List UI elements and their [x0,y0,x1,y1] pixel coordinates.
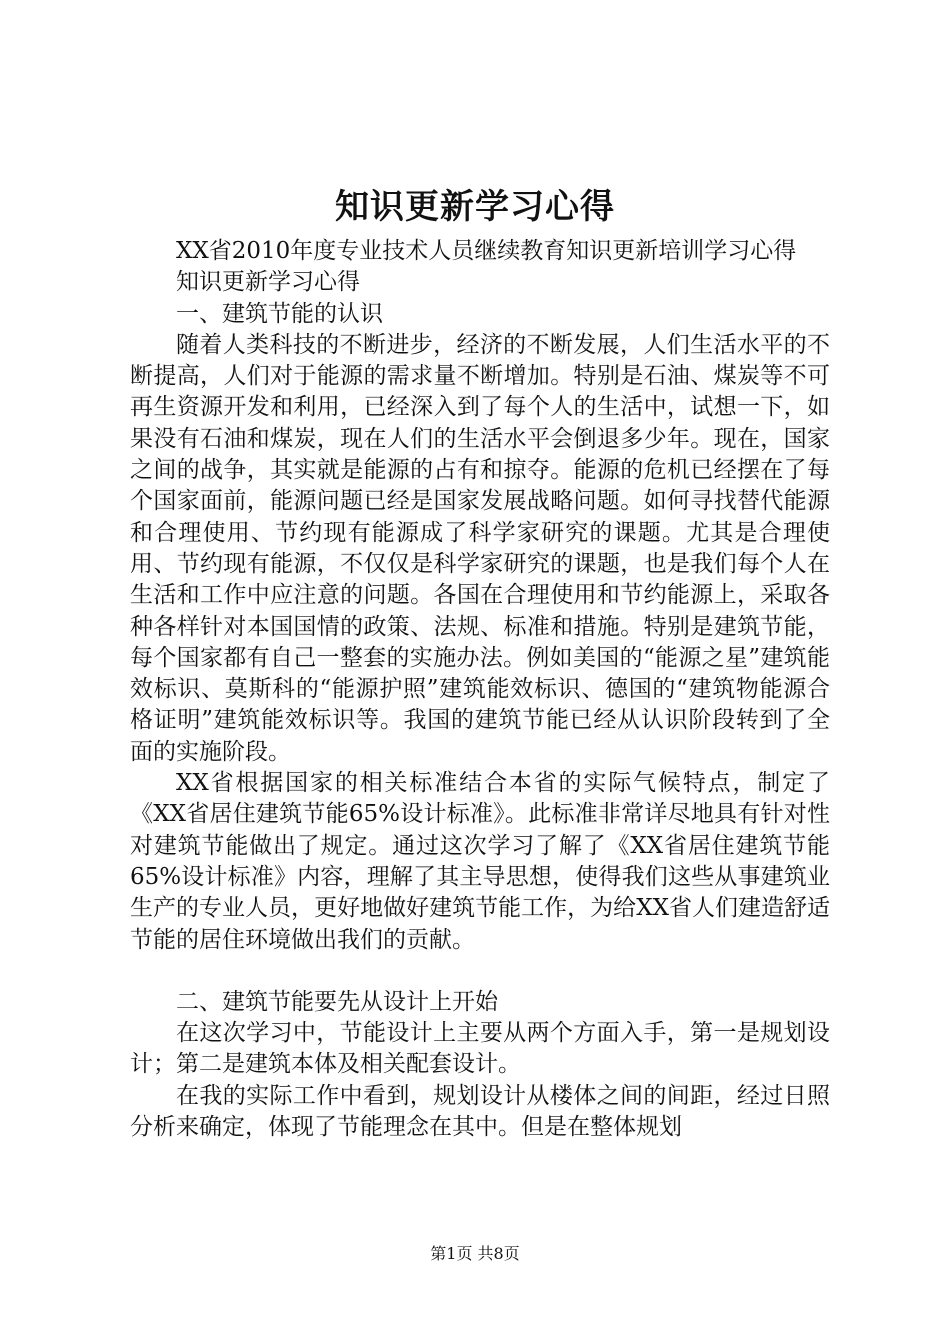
paragraph-heading-main: 知识更新学习心得 [176,269,360,296]
paragraph-design-aspects: 在这次学习中，节能设计上主要从两个方面入手，第一是规划设计；第二是建筑本体及相关配套设计。 [130,1020,830,1078]
page-footer: 第1页 共8页 [430,1244,520,1263]
document-title: 知识更新学习心得 [335,187,615,227]
paragraph-subtitle: XX省2010年度专业技术人员继续教育知识更新培训学习心得 [176,238,797,264]
section-heading-2: 二、建筑节能要先从设计上开始 [176,988,498,1015]
paragraph-planning-design: 在我的实际工作中看到，规划设计从楼体之间的间距，经过日照分析来确定，体现了节能理念在其中。但是在整体规划 [130,1082,830,1141]
paragraph-provincial-standard: XX省根据国家的相关标准结合本省的实际气候特点，制定了《XX省居住建筑节能65%设计标准》。此标准非常详尽地具有针对性对建筑节能做出了规定。通过这次学习了解了《XX省居住建筑节能65%设计标准》内容，理解了其主导思想，使得我们这些从事建筑业生产的专业人员，更好地做好建筑节能工作，为给XX省人们建造舒适节能的居住环境做出我们的贡献。 [130,770,830,953]
section-heading-1: 一、建筑节能的认识 [176,300,383,327]
document-body [130,236,830,1143]
paragraph-energy-background: 随着人类科技的不断进步，经济的不断发展，人们生活水平的不断提高，人们对于能源的需求量不断增加。特别是石油、煤炭等不可再生资源开发和利用，已经深入到了每个人的生活中，试想一下，如果没有石油和煤炭，现在人们的生活水平会倒退多少年。现在，国家之间的战争，其实就是能源的占有和掠夺。能源的危机已经摆在了每个国家面前，能源问题已经是国家发展战略问题。如何寻找替代能源和合理使用、节约现有能源成了科学家研究的课题。尤其是合理使用、节约现有能源，不仅仅是科学家研究的课题，也是我们每个人在生活和工作中应注意的问题。各国在合理使用和节约能源上，采取各种各样针对本国国情的政策、法规、标准和措施。特别是建筑节能，每个国家都有自己一整套的实施办法。例如美国的“能源之星”建筑能效标识、莫斯科的“能源护照”建筑能效标识、德国的“建筑物能源合格证明”建筑能效标识等。我国的建筑节能已经从认识阶段转到了全面的实施阶段。 [130,331,830,765]
